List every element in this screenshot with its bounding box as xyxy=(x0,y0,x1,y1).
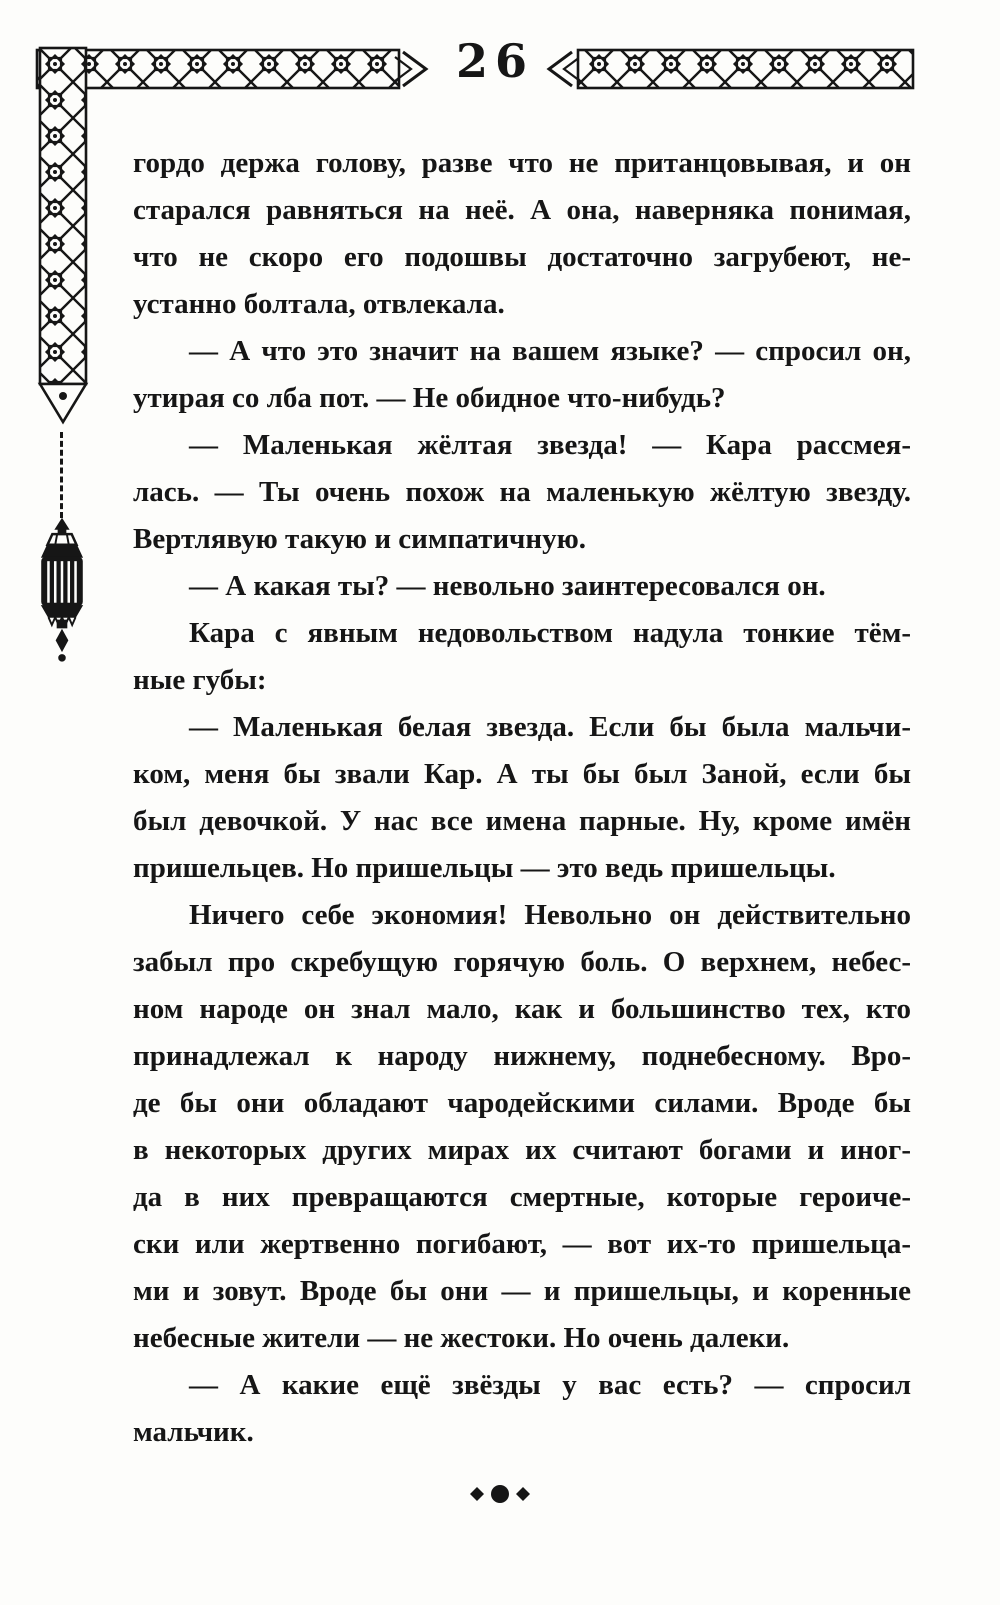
text-line: забыл про скребущую горячую боль. О верхнем, небес- xyxy=(133,946,911,978)
footer-ornament xyxy=(0,1482,1000,1506)
text-line: ном народе он знал мало, как и большинство тех, кто xyxy=(133,993,911,1025)
text-line: ски или жертвенно погибают, — вот их-то пришельца- xyxy=(133,1228,911,1260)
text-line: — Маленькая жёлтая звезда! — Кара рассмея- xyxy=(189,429,911,461)
text-line: устанно болтала, отвлекала. xyxy=(133,288,505,320)
page-number: 26 xyxy=(455,34,534,88)
text-line: — Маленькая белая звезда. Если бы была мальчи- xyxy=(189,711,911,743)
header-ornament-left-band xyxy=(35,46,430,97)
text-line: Кара с явным недовольством надула тонкие тём- xyxy=(189,617,911,649)
header-ornament-right-band xyxy=(545,46,915,97)
text-line: да в них превращаются смертные, которые героиче- xyxy=(133,1181,911,1213)
text-line: небесные жители — не жестоки. Но очень далеки. xyxy=(133,1322,790,1354)
text-line: пришельцев. Но пришельцы — это ведь пришельцы. xyxy=(133,852,836,884)
text-line: принадлежал к народу нижнему, поднебесному. Вро- xyxy=(133,1040,911,1072)
text-line: гордо держа голову, разве что не пританцовывая, и он xyxy=(133,147,911,179)
text-line: Ничего себе экономия! Невольно он действительно xyxy=(189,899,911,931)
text-line: мальчик. xyxy=(133,1416,254,1448)
left-border-ornament xyxy=(37,46,91,431)
text-line: — А какая ты? — невольно заинтересовался он. xyxy=(189,570,826,602)
text-line: — А какие ещё звёзды у вас есть? — спросил xyxy=(189,1369,911,1401)
text-line: лась. — Ты очень похож на маленькую жёлтую звезду. xyxy=(133,476,911,508)
text-line: утирая со лба пот. — Не обидное что-нибудь? xyxy=(133,382,726,414)
lantern-icon xyxy=(33,516,91,679)
text-line: — А что это значит на вашем языке? — спросил он, xyxy=(189,335,911,367)
dashed-hanger-line xyxy=(60,432,63,518)
text-line: де бы они обладают чародейскими силами. Вроде бы xyxy=(133,1087,911,1119)
text-line: ком, меня бы звали Кар. А ты бы был Заной, если бы xyxy=(133,758,911,790)
text-line: в некоторых других мирах их считают богами и иног- xyxy=(133,1134,911,1166)
text-line: был девочкой. У нас все имена парные. Ну, кроме имён xyxy=(133,805,911,837)
text-line: ные губы: xyxy=(133,664,267,696)
text-line: Вертлявую такую и симпатичную. xyxy=(133,523,587,555)
page-text xyxy=(133,140,911,1456)
text-line: ми и зовут. Вроде бы они — и пришельцы, и коренные xyxy=(133,1275,911,1307)
text-line: старался равняться на неё. А она, наверняка понимая, xyxy=(133,194,911,226)
text-line: что не скоро его подошвы достаточно загрубеют, не- xyxy=(133,241,911,273)
